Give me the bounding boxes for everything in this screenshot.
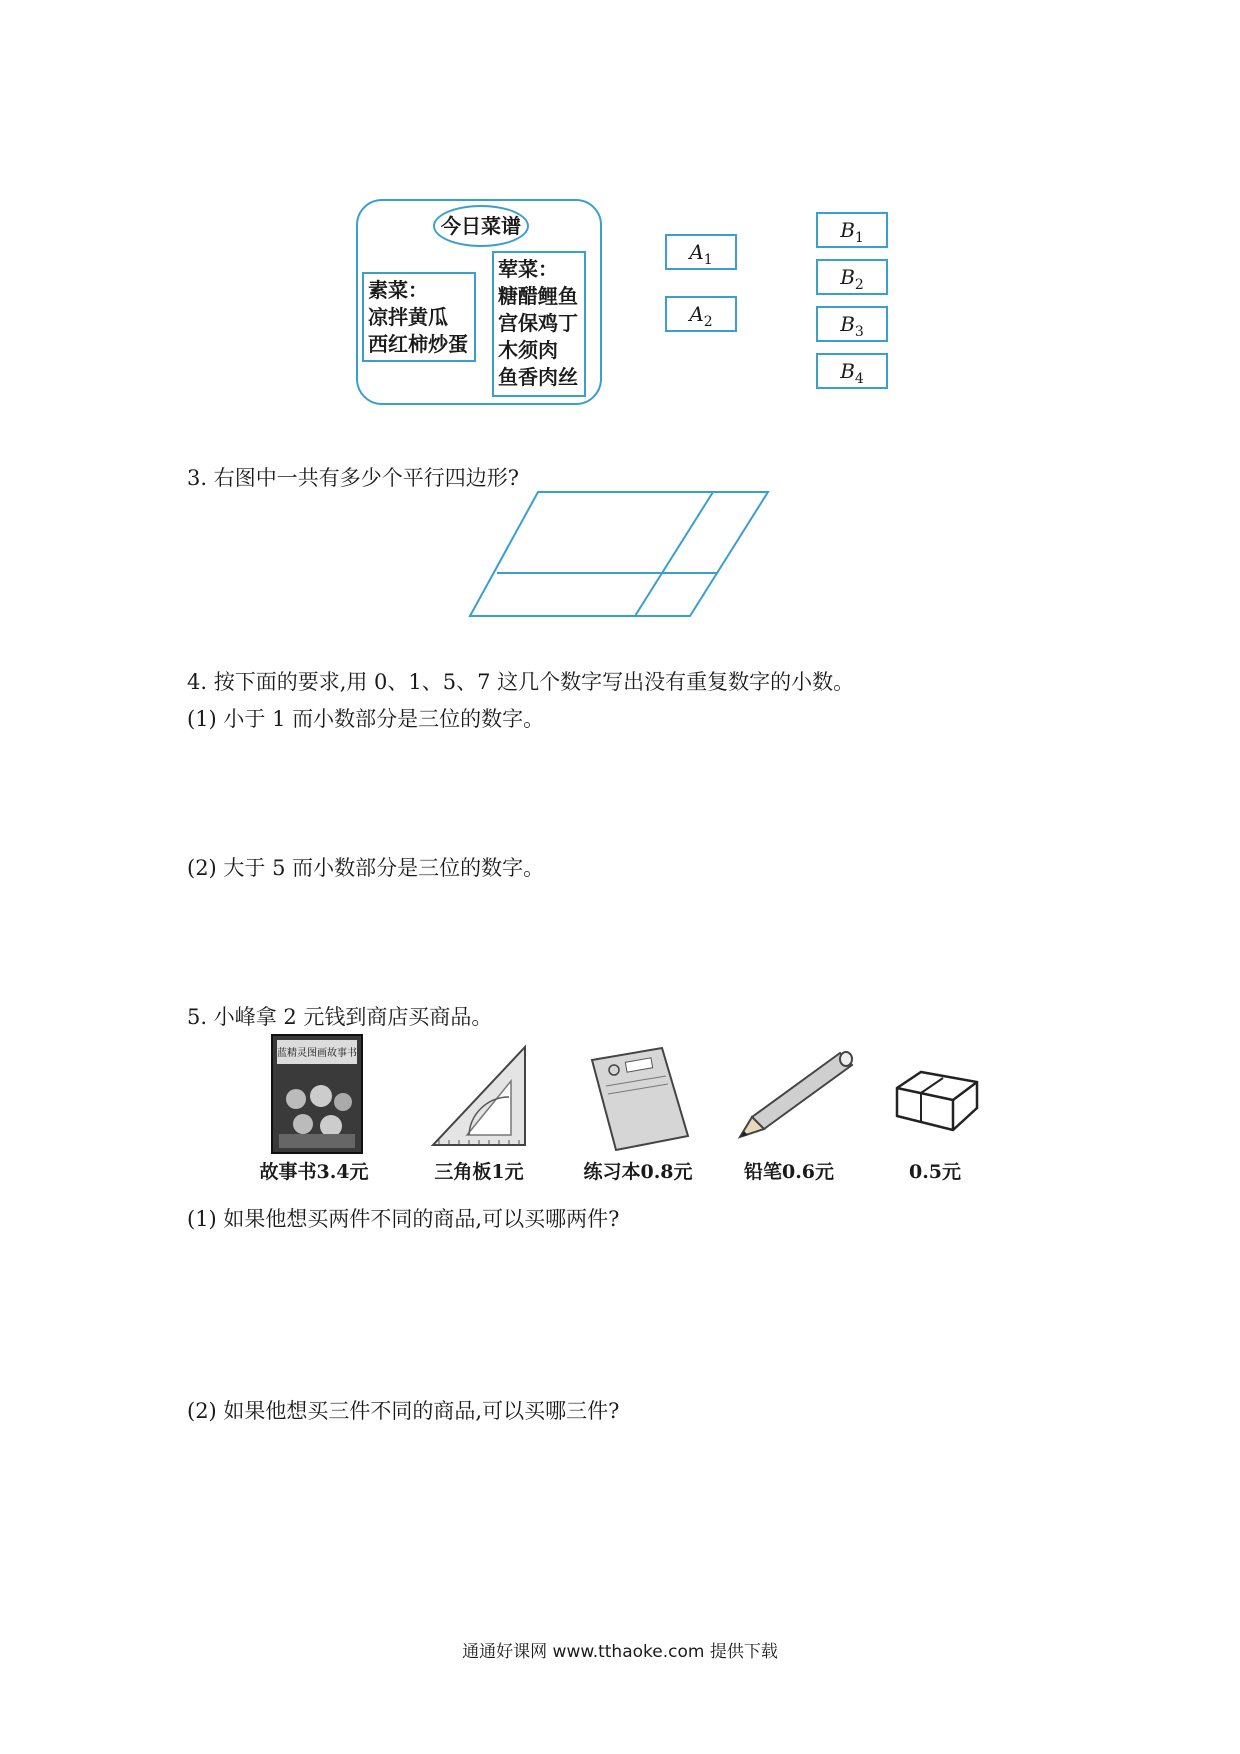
storybook-cover-title: 蓝精灵图画故事书 [277,1048,357,1059]
veg-heading: 素菜： [368,278,428,302]
set-a2-box: $A_2$ [665,296,737,332]
pencil-icon [734,1049,858,1141]
exercise-book-icon [586,1046,692,1154]
meat-item: 鱼香肉丝 [498,365,578,389]
question-5: 5. 小峰拿 2 元钱到商店买商品。 [187,1005,493,1029]
question-3: 3. 右图中一共有多少个平行四边形? [187,466,519,490]
storybook-icon [271,1034,363,1154]
footer-credit: 通通好课网 www.tthaoke.com 提供下载 [462,1642,778,1662]
outer-parallelogram [470,492,768,616]
veg-item: 西红柿炒蛋 [368,332,468,356]
question-4-part-2: (2) 大于 5 而小数部分是三位的数字。 [187,856,545,880]
veg-box [362,272,476,362]
triangle-ruler-icon [429,1043,529,1149]
item-label-eraser: 0.5元 [908,1161,962,1183]
item-label-exercise-book: 练习本0.8元 [583,1161,693,1183]
veg-item: 凉拌黄瓜 [368,305,448,329]
item-label-triangle-ruler: 三角板1元 [434,1161,524,1183]
meat-heading: 荤菜： [498,257,558,281]
question-4: 4. 按下面的要求,用 0、1、5、7 这几个数字写出没有重复数字的小数。 [187,670,855,694]
question-5-part-1: (1) 如果他想买两件不同的商品,可以买哪两件? [187,1207,620,1231]
meat-item: 木须肉 [498,338,558,362]
meat-item: 宫保鸡丁 [498,311,578,335]
menu-title: 今日菜谱 [433,205,529,247]
parallelogram-figure [460,488,780,622]
set-b4-box: $B_4$ [816,353,888,389]
question-5-part-2: (2) 如果他想买三件不同的商品,可以买哪三件? [187,1399,620,1423]
set-b1-box: $B_1$ [816,212,888,248]
set-b3-box: $B_3$ [816,306,888,342]
question-4-part-1: (1) 小于 1 而小数部分是三位的数字。 [187,707,545,731]
eraser-icon [893,1068,981,1134]
item-label-pencil: 铅笔0.6元 [743,1161,835,1183]
set-b2-box: $B_2$ [816,259,888,295]
set-a1-box: $A_1$ [665,234,737,270]
meat-box [492,251,586,397]
item-label-storybook: 故事书3.4元 [259,1161,369,1183]
meat-item: 糖醋鲤鱼 [498,284,578,308]
